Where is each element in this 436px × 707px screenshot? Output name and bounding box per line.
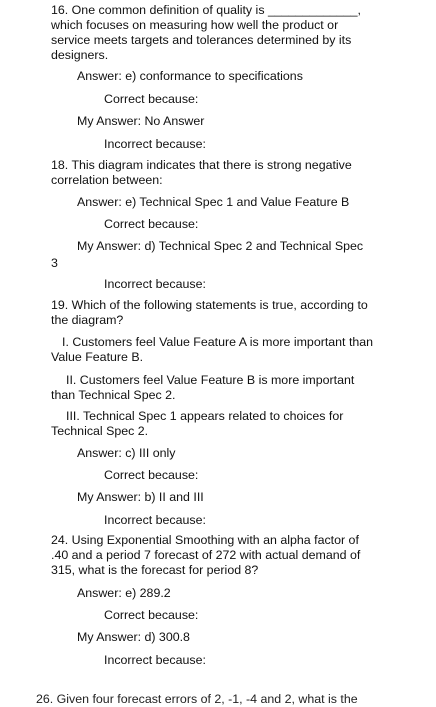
q16-incorrect-because: Incorrect because: [104,137,206,151]
q18-correct-because: Correct because: [104,217,199,231]
q24-incorrect-because: Incorrect because: [104,653,206,667]
q26-text-partial: 26. Given four forecast errors of 2, -1, -4 and 2, what is the [36,692,358,706]
q16-answer: Answer: e) conformance to specifications [77,69,303,83]
q24-correct-because: Correct because: [104,608,199,622]
q24-text-line2: .40 and a period 7 forecast of 272 with actual demand of [51,548,361,562]
q16-text-line4: designers. [51,48,109,62]
q19-incorrect-because: Incorrect because: [104,513,206,527]
q24-answer: Answer: e) 289.2 [77,586,171,600]
q16-correct-because: Correct because: [104,92,199,106]
q19-my-answer: My Answer: b) II and III [77,490,204,504]
q16-text-line3: service meets targets and tolerances determined by its [51,33,352,47]
q19-answer: Answer: c) III only [77,446,176,460]
q19-statement-1-line1: I. Customers feel Value Feature A is more important than [62,335,374,349]
q19-text-line2: the diagram? [51,313,124,327]
q24-my-answer: My Answer: d) 300.8 [77,630,190,644]
q19-statement-1-line2: Value Feature B. [51,350,144,364]
q18-answer: Answer: e) Technical Spec 1 and Value Feature B [77,195,350,209]
q16-my-answer: My Answer: No Answer [77,114,205,128]
q19-correct-because: Correct because: [104,468,199,482]
q19-statement-2-line2: than Technical Spec 2. [51,388,176,402]
q19-statement-3-line2: Technical Spec 2. [51,424,149,438]
q18-incorrect-because: Incorrect because: [104,277,206,291]
q24-text-line1: 24. Using Exponential Smoothing with an alpha factor of [51,533,359,547]
q24-text-line3: 315, what is the forecast for period 8? [51,563,259,577]
q19-statement-3-line1: III. Technical Spec 1 appears related to choices for [66,409,344,423]
q19-statement-2-line1: II. Customers feel Value Feature B is more important [66,373,355,387]
q16-text-line1: 16. One common definition of quality is _____________, [51,3,361,17]
q18-text-line1: 18. This diagram indicates that there is strong negative [51,158,352,172]
q19-text-line1: 19. Which of the following statements is true, according to [51,298,368,312]
q18-my-answer: My Answer: d) Technical Spec 2 and Technical Spec [77,239,364,253]
q18-my-answer-cont: 3 [51,256,58,270]
q18-text-line2: correlation between: [51,173,163,187]
q16-text-line2: which focuses on measuring how well the product or [51,18,339,32]
